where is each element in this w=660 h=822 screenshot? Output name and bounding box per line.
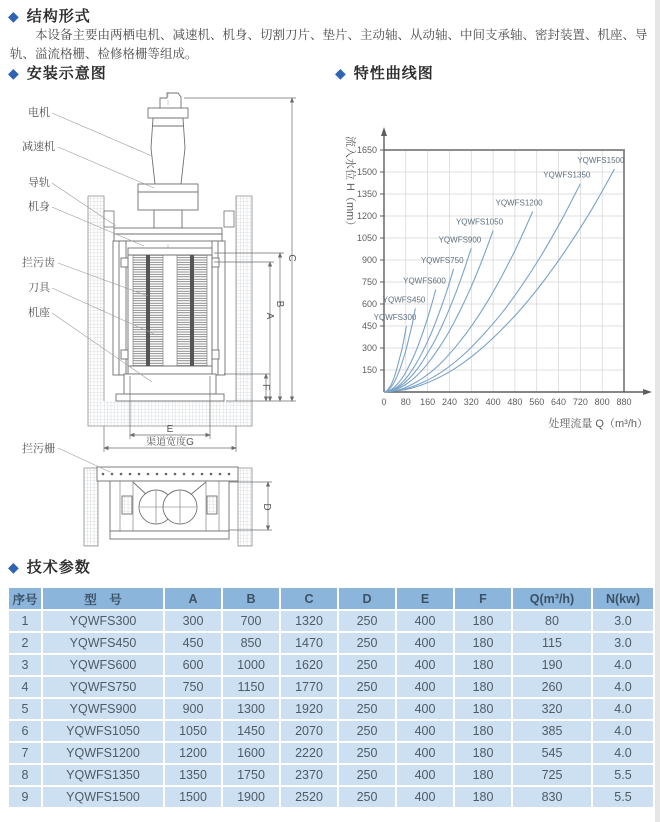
y-tick-label: 150 [361,365,377,375]
y-tick-label: 750 [361,277,377,287]
spec-cell: 190 [513,655,591,675]
spec-cell: 1320 [281,611,337,631]
spec-cell: 180 [455,765,511,785]
spec-header-cell: 型 号 [43,588,163,609]
spec-cell: 1150 [223,677,279,697]
spec-cell: 5 [9,699,41,719]
dim-E: E [166,424,174,435]
spec-header-cell: N(kw) [593,588,653,609]
spec-cell: 830 [513,787,591,807]
spec-cell: 400 [397,787,453,807]
diamond-bullet-icon: ◆ [8,8,20,24]
x-tick-label: 400 [485,397,501,407]
spec-cell: 180 [455,699,511,719]
spec-cell: 7 [9,743,41,763]
spec-cell: 320 [513,699,591,719]
characteristic-curves-chart [332,96,660,448]
spec-cell: 400 [397,655,453,675]
spec-header-cell: A [165,588,221,609]
part-label-motor: 电机 [28,107,50,119]
y-tick-label: 1050 [356,233,377,243]
spec-cell: 250 [339,699,395,719]
spec-cell: 400 [397,743,453,763]
spec-header-cell: Q(m³/h) [513,588,591,609]
spec-row [9,765,653,785]
y-axis-title: 流入水位 H（mm） [344,136,356,232]
spec-cell: 3.0 [593,633,653,653]
spec-cell: 400 [397,721,453,741]
spec-row [9,633,653,653]
spec-cell: YQWFS600 [43,655,163,675]
spec-cell: 750 [165,677,221,697]
part-label-guide-rail: 导轨 [28,177,50,189]
y-tick-label: 450 [361,321,377,331]
spec-cell: 180 [455,655,511,675]
spec-cell: 180 [455,787,511,807]
spec-cell: 1900 [223,787,279,807]
x-tick-label: 800 [594,397,610,407]
spec-row [9,743,653,763]
spec-cell: 4.0 [593,743,653,763]
y-tick-label: 1650 [356,145,377,155]
spec-cell: 600 [165,655,221,675]
y-tick-label: 600 [361,299,377,309]
spec-cell: YQWFS1500 [43,787,163,807]
dim-F: F [260,383,271,391]
curve-label-YQWFS750: YQWFS750 [420,255,464,265]
spec-cell: 250 [339,677,395,697]
spec-header-cell: C [281,588,337,609]
spec-cell: 4.0 [593,677,653,697]
part-label-cutter: 刀具 [28,282,50,294]
dim-A: A [264,312,275,320]
spec-cell: 180 [455,677,511,697]
spec-cell: 850 [223,633,279,653]
part-label-body: 机身 [28,201,50,213]
x-tick-label: 0 [381,397,387,407]
spec-cell: YQWFS1050 [43,721,163,741]
spec-cell: 4.0 [593,655,653,675]
spec-cell: 250 [339,655,395,675]
dim-B: B [274,300,285,308]
section-title-structure: ◆ 结构形式 [8,8,91,25]
spec-cell: 180 [455,633,511,653]
dim-D: D [261,503,272,511]
spec-cell: 400 [397,765,453,785]
spec-cell: 250 [339,633,395,653]
spec-cell: YQWFS300 [43,611,163,631]
spec-cell: 1200 [165,743,221,763]
section-title-specs: ◆ 技术参数 [8,559,91,576]
x-axis-title: 处理流量 Q（m³/h） [548,418,648,430]
installation-diagram [2,86,332,556]
spec-cell: 1350 [165,765,221,785]
spec-cell: 3.0 [593,611,653,631]
spec-cell: YQWFS900 [43,699,163,719]
part-label-reducer: 减速机 [22,141,55,153]
dim-channel-width: 渠道宽度G [146,437,194,448]
spec-header-row [9,588,653,609]
part-label-trash-rack: 拦污栅 [22,443,55,455]
x-tick-label: 80 [400,397,411,407]
x-tick-label: 720 [572,397,588,407]
spec-cell: YQWFS1350 [43,765,163,785]
part-label-trash-teeth: 拦污齿 [22,257,55,269]
spec-row [9,611,653,631]
spec-cell: 2220 [281,743,337,763]
x-tick-label: 640 [551,397,567,407]
spec-cell: 1 [9,611,41,631]
curve-label-YQWFS300: YQWFS300 [373,313,417,322]
spec-cell: 2 [9,633,41,653]
spec-cell: 545 [513,743,591,763]
curve-YQWFS1350 [384,184,580,392]
spec-cell: YQWFS450 [43,633,163,653]
curve-label-YQWFS1050: YQWFS1050 [455,217,504,227]
spec-cell: 400 [397,677,453,697]
section-title-curves: ◆ 特性曲线图 [335,65,434,82]
spec-cell: 4 [9,677,41,697]
x-tick-label: 880 [616,397,632,407]
structure-description: 本设备主要由两栖电机、减速机、机身、切割刀片、垫片、主动轴、从动轴、中间支承轴、密封装置、机座、导轨、溢流格栅、检修格栅等组成。 [10,28,648,62]
spec-cell: 400 [397,699,453,719]
machine-front-view [113,92,225,401]
x-tick-label: 160 [420,397,436,407]
spec-row [9,655,653,675]
spec-row [9,787,653,807]
spec-cell: 180 [455,611,511,631]
spec-cell: 250 [339,765,395,785]
spec-cell: 180 [455,743,511,763]
y-axis-arrow-icon [381,127,387,136]
spec-cell: 1500 [165,787,221,807]
spec-header-cell: 序号 [9,588,41,609]
spec-cell: 900 [165,699,221,719]
spec-cell: YQWFS750 [43,677,163,697]
curve-label-YQWFS450: YQWFS450 [382,295,426,305]
spec-cell: 1050 [165,721,221,741]
y-tick-label: 1200 [356,211,377,221]
curve-label-YQWFS900: YQWFS900 [438,235,482,245]
spec-cell: 6 [9,721,41,741]
spec-cell: 1300 [223,699,279,719]
spec-cell: 1450 [223,721,279,741]
diamond-bullet-icon: ◆ [8,559,20,575]
spec-cell: 80 [513,611,591,631]
diamond-bullet-icon: ◆ [8,65,20,81]
spec-cell: 385 [513,721,591,741]
spec-cell: 5.5 [593,765,653,785]
y-tick-label: 1500 [356,167,377,177]
spec-cell: 4.0 [593,699,653,719]
spec-row [9,721,653,741]
machine-top-view [84,467,252,546]
diamond-bullet-icon: ◆ [335,65,347,81]
spec-cell: 725 [513,765,591,785]
spec-table [7,586,655,809]
spec-cell: YQWFS1200 [43,743,163,763]
spec-cell: 250 [339,743,395,763]
spec-row [9,699,653,719]
spec-cell: 3 [9,655,41,675]
spec-cell: 400 [397,633,453,653]
spec-cell: 700 [223,611,279,631]
x-tick-label: 560 [529,397,545,407]
curve-label-YQWFS1200: YQWFS1200 [495,198,543,208]
spec-cell: 2070 [281,721,337,741]
trash-rack-holes [102,473,231,476]
x-tick-label: 240 [441,397,457,407]
spec-row [9,677,653,697]
spec-cell: 9 [9,787,41,807]
y-tick-label: 900 [361,255,377,265]
x-tick-label: 320 [463,397,479,407]
x-tick-label: 480 [507,397,523,407]
spec-cell: 250 [339,611,395,631]
spec-cell: 8 [9,765,41,785]
spec-header-cell: D [339,588,395,609]
spec-cell: 250 [339,787,395,807]
spec-cell: 300 [165,611,221,631]
part-label-base: 机座 [28,307,50,319]
spec-cell: 1470 [281,633,337,653]
section-title-installation: ◆ 安装示意图 [8,65,107,82]
spec-cell: 1000 [223,655,279,675]
spec-cell: 1600 [223,743,279,763]
spec-cell: 2370 [281,765,337,785]
y-tick-label: 300 [361,343,377,353]
spec-cell: 2520 [281,787,337,807]
spec-header-cell: F [455,588,511,609]
spec-cell: 260 [513,677,591,697]
curve-label-YQWFS1500: YQWFS1500 [577,156,625,166]
x-axis-arrow-icon [643,389,652,395]
spec-header-cell: B [223,588,279,609]
dim-C: C [286,254,297,262]
spec-cell: 5.5 [593,787,653,807]
y-tick-label: 1350 [356,189,377,199]
spec-cell: 1750 [223,765,279,785]
spec-header-cell: E [397,588,453,609]
spec-cell: 4.0 [593,721,653,741]
spec-cell: 1620 [281,655,337,675]
spec-cell: 450 [165,633,221,653]
curve-label-YQWFS1350: YQWFS1350 [543,170,591,180]
spec-cell: 1770 [281,677,337,697]
spec-cell: 1920 [281,699,337,719]
curve-label-YQWFS600: YQWFS600 [403,276,446,286]
spec-cell: 115 [513,633,591,653]
spec-cell: 250 [339,721,395,741]
spec-cell: 400 [397,611,453,631]
spec-cell: 180 [455,721,511,741]
